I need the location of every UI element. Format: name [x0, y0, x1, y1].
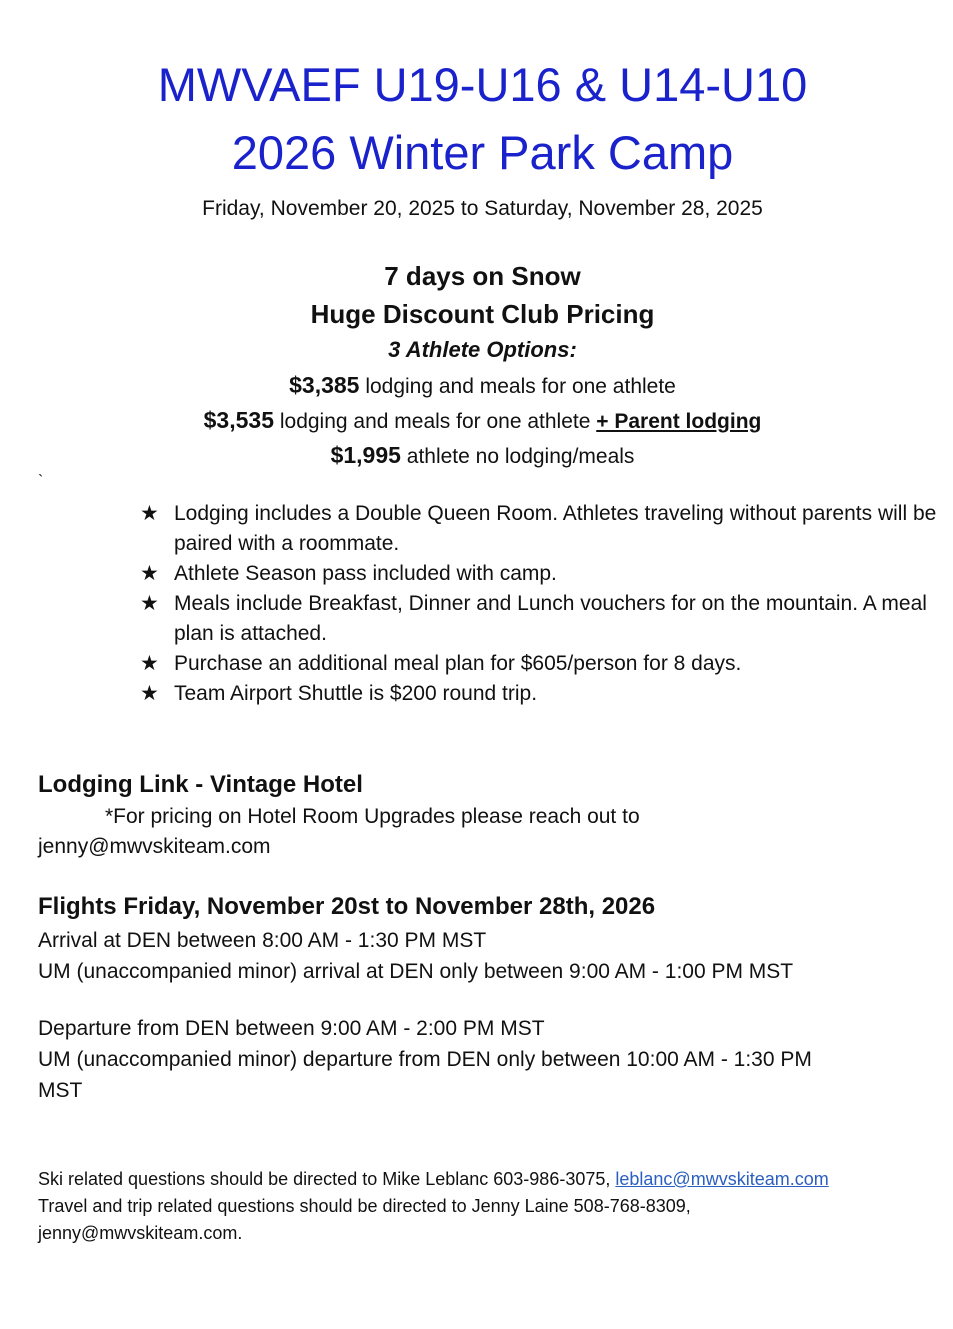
ski-contact: Ski related questions should be directed to Mike Leblanc 603-986-3075, leblanc@mwvskiteam.com	[38, 1169, 829, 1189]
list-item: ★ Purchase an additional meal plan for $605/person for 8 days.	[140, 649, 940, 679]
lodging-note: *For pricing on Hotel Room Upgrades please reach out to	[105, 805, 640, 828]
price-description: lodging and meals for one athlete	[365, 375, 676, 398]
star-icon: ★	[140, 592, 159, 615]
page-title: MWVAEF U19-U16 & U14-U10	[157, 58, 808, 111]
days-on-snow: 7 days on Snow	[384, 261, 581, 291]
star-icon: ★	[140, 502, 159, 525]
discount-heading: Huge Discount Club Pricing	[310, 299, 655, 329]
star-icon: ★	[140, 682, 159, 705]
list-item: ★ Athlete Season pass included with camp.	[140, 559, 940, 589]
ski-contact-email-link[interactable]: leblanc@mwvskiteam.com	[615, 1169, 829, 1189]
travel-contact: Travel and trip related questions should be directed to Jenny Laine 508-768-8309,	[38, 1196, 691, 1216]
price-description: athlete no lodging/meals	[406, 445, 635, 468]
price-amount: $3,385	[289, 372, 360, 398]
star-icon: ★	[140, 562, 159, 585]
flights-heading: Flights Friday, November 20st to November 28th, 2026	[38, 893, 656, 920]
list-item: ★ Meals include Breakfast, Dinner and Lunch vouchers for on the mountain. A meal plan is attached.	[140, 589, 940, 649]
camp-dates: Friday, November 20, 2025 to Saturday, November 28, 2025	[202, 197, 763, 220]
list-item: ★ Lodging includes a Double Queen Room. Athletes traveling without parents will be paired with a roommate.	[140, 499, 940, 559]
um-departure-window-cont: MST	[38, 1079, 83, 1102]
travel-contact-email: jenny@mwvskiteam.com.	[38, 1223, 243, 1243]
options-heading: 3 Athlete Options:	[388, 337, 577, 362]
price-option-3	[0, 438, 953, 474]
camp-details-list	[140, 499, 940, 709]
price-amount: $3,535	[203, 407, 274, 433]
price-option-2	[0, 403, 953, 439]
um-departure-window: UM (unaccompanied minor) departure from DEN only between 10:00 AM - 1:30 PM	[38, 1048, 812, 1071]
lodging-heading: Lodging Link - Vintage Hotel	[38, 771, 363, 798]
price-option-1	[0, 368, 953, 404]
departure-window: Departure from DEN between 9:00 AM - 2:00 PM MST	[38, 1017, 545, 1040]
arrival-window: Arrival at DEN between 8:00 AM - 1:30 PM MST	[38, 929, 487, 952]
page-subtitle: 2026 Winter Park Camp	[231, 126, 734, 179]
price-description: lodging and meals for one athlete	[279, 410, 591, 433]
stray-mark: `	[38, 473, 44, 490]
star-icon: ★	[140, 652, 159, 675]
parent-lodging-note: + Parent lodging	[596, 410, 762, 433]
price-amount: $1,995	[330, 442, 401, 468]
lodging-email: jenny@mwvskiteam.com	[38, 835, 271, 858]
um-arrival-window: UM (unaccompanied minor) arrival at DEN only between 9:00 AM - 1:00 PM MST	[38, 960, 794, 983]
list-item: ★ Team Airport Shuttle is $200 round trip.	[140, 679, 940, 709]
